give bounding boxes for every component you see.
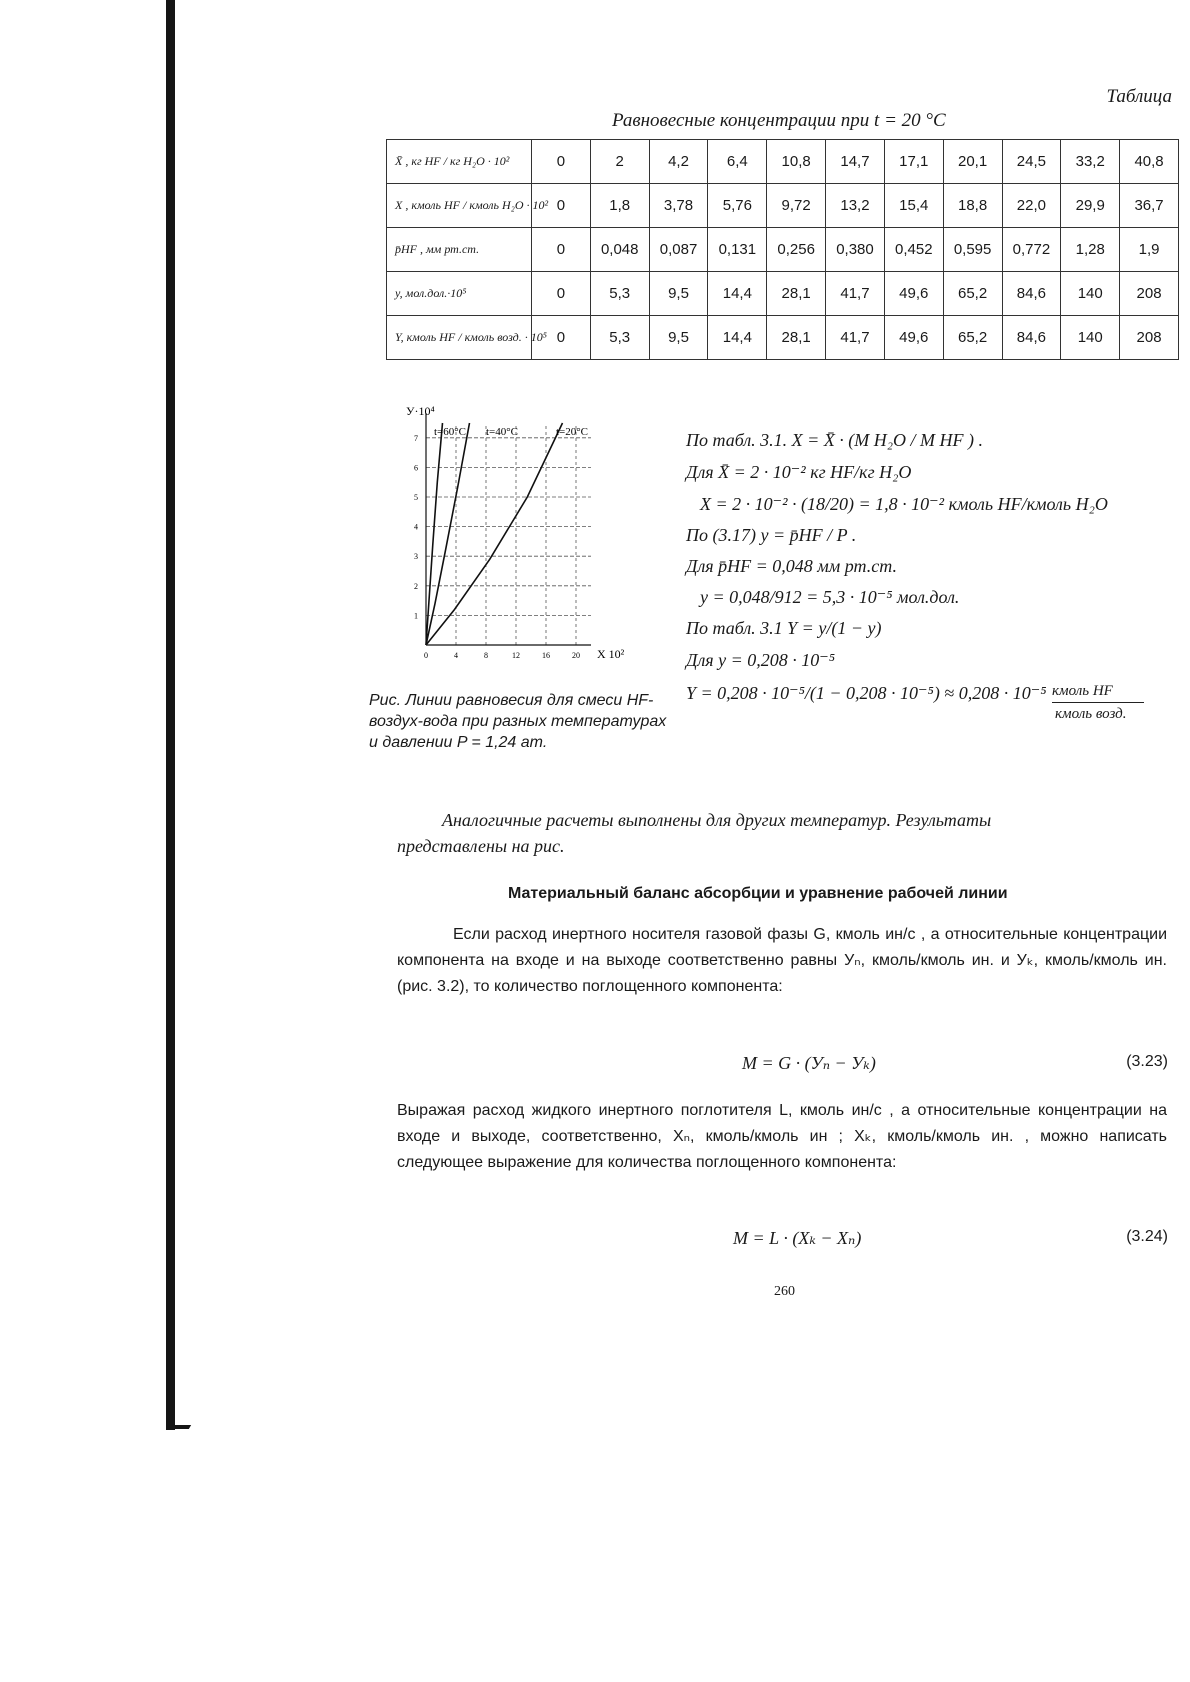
- table-cell: 0: [532, 184, 591, 228]
- table-cell: 5,76: [708, 184, 767, 228]
- row-header: y, мол.дол.·10⁵: [387, 272, 532, 316]
- y-tick-label: 6: [414, 463, 418, 473]
- y-tick-label: 5: [414, 493, 418, 502]
- table-cell: 33,2: [1061, 140, 1120, 184]
- table-cell: 17,1: [884, 140, 943, 184]
- table-cell: 140: [1061, 272, 1120, 316]
- page-spine-foot: [167, 1425, 191, 1429]
- x-tick-label: 4: [454, 651, 458, 660]
- table-cell: 3,78: [649, 184, 708, 228]
- table-cell: 0: [532, 272, 591, 316]
- table-cell: 1,9: [1120, 228, 1179, 272]
- table-row: [387, 228, 1179, 272]
- formula-unit-numerator: кмоль HF: [1052, 683, 1113, 699]
- table-cell: 49,6: [884, 316, 943, 360]
- table-row: [387, 272, 1179, 316]
- table-cell: 2: [590, 140, 649, 184]
- formula-line: Для X̄ = 2 · 10⁻² кг HF/кг H₂O: [686, 462, 912, 482]
- section-heading: Материальный баланс абсорбции и уравнение рабочей линии: [508, 885, 1008, 902]
- table-label: Таблица: [1106, 86, 1172, 107]
- table-cell: 208: [1120, 272, 1179, 316]
- table-cell: 0,772: [1002, 228, 1061, 272]
- formula-line: Y = 0,208 · 10⁻⁵/(1 − 0,208 · 10⁻⁵) ≈ 0,208 · 10⁻⁵: [686, 683, 1047, 703]
- paragraph-liquid-balance: Выражая расход жидкого инертного поглотителя L, кмоль ин/с , а относительные концентрации на входе и выходе, соответственно, Xₙ, кмоль/кмоль ин ; Xₖ, кмоль/кмоль ин. , можно написать следующее выражение для количества поглощенного компонента:: [397, 1102, 1167, 1171]
- table-row: [387, 140, 1179, 184]
- y-axis-label: У·10⁴: [406, 404, 435, 418]
- table-cell: 13,2: [826, 184, 885, 228]
- table-cell: 1,28: [1061, 228, 1120, 272]
- table-cell: 14,7: [826, 140, 885, 184]
- y-tick-label: 7: [414, 433, 418, 443]
- formula-line: По табл. 3.1. X = X̄ · (M H₂O / M HF ) .: [686, 430, 984, 450]
- table-cell: 14,4: [708, 272, 767, 316]
- formula-unit-fraction-bar: [1052, 702, 1144, 703]
- row-header: p̄HF , мм рт.ст.: [387, 228, 532, 272]
- analog-text-line1: Аналогичные расчеты выполнены для других температур. Результаты: [442, 810, 992, 830]
- formula-line: X = 2 · 10⁻² · (18/20) = 1,8 · 10⁻² кмоль HF/кмоль H₂O: [700, 494, 1108, 514]
- table-cell: 84,6: [1002, 316, 1061, 360]
- table-cell: 10,8: [767, 140, 826, 184]
- table-cell: 0,595: [943, 228, 1002, 272]
- formula-line: По табл. 3.1 Y = y/(1 − y): [686, 618, 882, 638]
- table-cell: 20,1: [943, 140, 1002, 184]
- formula-line: y = 0,048/912 = 5,3 · 10⁻⁵ мол.дол.: [700, 587, 960, 607]
- x-tick-label: 16: [542, 651, 550, 660]
- x-tick-label: 8: [484, 651, 488, 660]
- table-cell: 0,452: [884, 228, 943, 272]
- y-tick-label: 1: [414, 611, 418, 621]
- table-row: [387, 184, 1179, 228]
- series-label: t=40°C: [486, 426, 518, 438]
- table-cell: 28,1: [767, 272, 826, 316]
- table-cell: 5,3: [590, 316, 649, 360]
- table-cell: 24,5: [1002, 140, 1061, 184]
- table-cell: 41,7: [826, 316, 885, 360]
- table-cell: 6,4: [708, 140, 767, 184]
- table-cell: 0,048: [590, 228, 649, 272]
- x-tick-label: 0: [424, 651, 428, 660]
- equilibrium-table: [386, 139, 1179, 360]
- paragraph-gas-balance: Если расход инертного носителя газовой фазы G, кмоль ин/с , а относительные концентрации компонента на входе и на выходе соответственно равны Уₙ, кмоль/кмоль ин. и Уₖ, кмоль/кмоль ин. (рис. 3.2), то количество поглощенного компонента:: [397, 926, 1167, 995]
- row-header: X̄ , кг HF / кг H₂O · 10²: [387, 140, 532, 184]
- equation-number-3-23: (3.23): [1126, 1053, 1168, 1070]
- table-cell: 0,087: [649, 228, 708, 272]
- series-label: t=60°C: [434, 426, 466, 438]
- row-header: X , кмоль HF / кмоль H₂O · 10²: [387, 184, 532, 228]
- equation-3-23: M = G · (Уₙ − Уₖ): [742, 1053, 876, 1073]
- table-cell: 0: [532, 316, 591, 360]
- equation-number-3-24: (3.24): [1126, 1228, 1168, 1245]
- table-cell: 9,5: [649, 272, 708, 316]
- x-axis-label: X 10²: [597, 647, 625, 661]
- series-line: [426, 423, 563, 645]
- table-cell: 28,1: [767, 316, 826, 360]
- table-cell: 1,8: [590, 184, 649, 228]
- figure-caption: Рис. Линии равновесия для смеси HF-воздух-вода при разных температурах и давлении P = 1,24 ат.: [369, 692, 667, 751]
- table-row: [387, 316, 1179, 360]
- row-header: Y, кмоль HF / кмоль возд. · 10⁵: [387, 316, 532, 360]
- table-cell: 0,380: [826, 228, 885, 272]
- table-cell: 15,4: [884, 184, 943, 228]
- formula-line: По (3.17) y = p̄HF / P .: [686, 525, 857, 545]
- table-cell: 18,8: [943, 184, 1002, 228]
- table-cell: 14,4: [708, 316, 767, 360]
- table-cell: 0,131: [708, 228, 767, 272]
- table-cell: 0: [532, 140, 591, 184]
- series-line: [426, 423, 443, 645]
- table-cell: 29,9: [1061, 184, 1120, 228]
- table-cell: 140: [1061, 316, 1120, 360]
- equation-3-24: M = L · (Xₖ − Xₙ): [733, 1228, 862, 1248]
- table-cell: 22,0: [1002, 184, 1061, 228]
- x-tick-label: 12: [512, 651, 520, 660]
- table-cell: 40,8: [1120, 140, 1179, 184]
- table-cell: 0,256: [767, 228, 826, 272]
- analog-text-line2: представлены на рис.: [397, 836, 565, 856]
- y-tick-label: 3: [414, 552, 418, 562]
- series-label: t=20°C: [556, 426, 588, 438]
- table-cell: 9,72: [767, 184, 826, 228]
- page-spine-shadow: [166, 0, 175, 1430]
- table-cell: 9,5: [649, 316, 708, 360]
- table-cell: 84,6: [1002, 272, 1061, 316]
- y-tick-label: 4: [414, 522, 418, 532]
- series-line: [426, 423, 470, 645]
- equilibrium-chart: [386, 405, 626, 675]
- table-cell: 4,2: [649, 140, 708, 184]
- table-cell: 65,2: [943, 272, 1002, 316]
- table-title: Равновесные концентрации при t = 20 °C: [612, 110, 946, 131]
- x-tick-label: 20: [572, 651, 580, 660]
- table-cell: 0: [532, 228, 591, 272]
- formula-unit-denominator: кмоль возд.: [1055, 706, 1127, 722]
- table-cell: 36,7: [1120, 184, 1179, 228]
- table-cell: 49,6: [884, 272, 943, 316]
- formula-line: Для y = 0,208 · 10⁻⁵: [686, 650, 836, 670]
- table-cell: 5,3: [590, 272, 649, 316]
- table-cell: 208: [1120, 316, 1179, 360]
- table-cell: 65,2: [943, 316, 1002, 360]
- page-number: 260: [774, 1284, 795, 1299]
- formula-line: Для p̄HF = 0,048 мм рт.ст.: [686, 556, 897, 576]
- table-cell: 41,7: [826, 272, 885, 316]
- y-tick-label: 2: [414, 581, 418, 591]
